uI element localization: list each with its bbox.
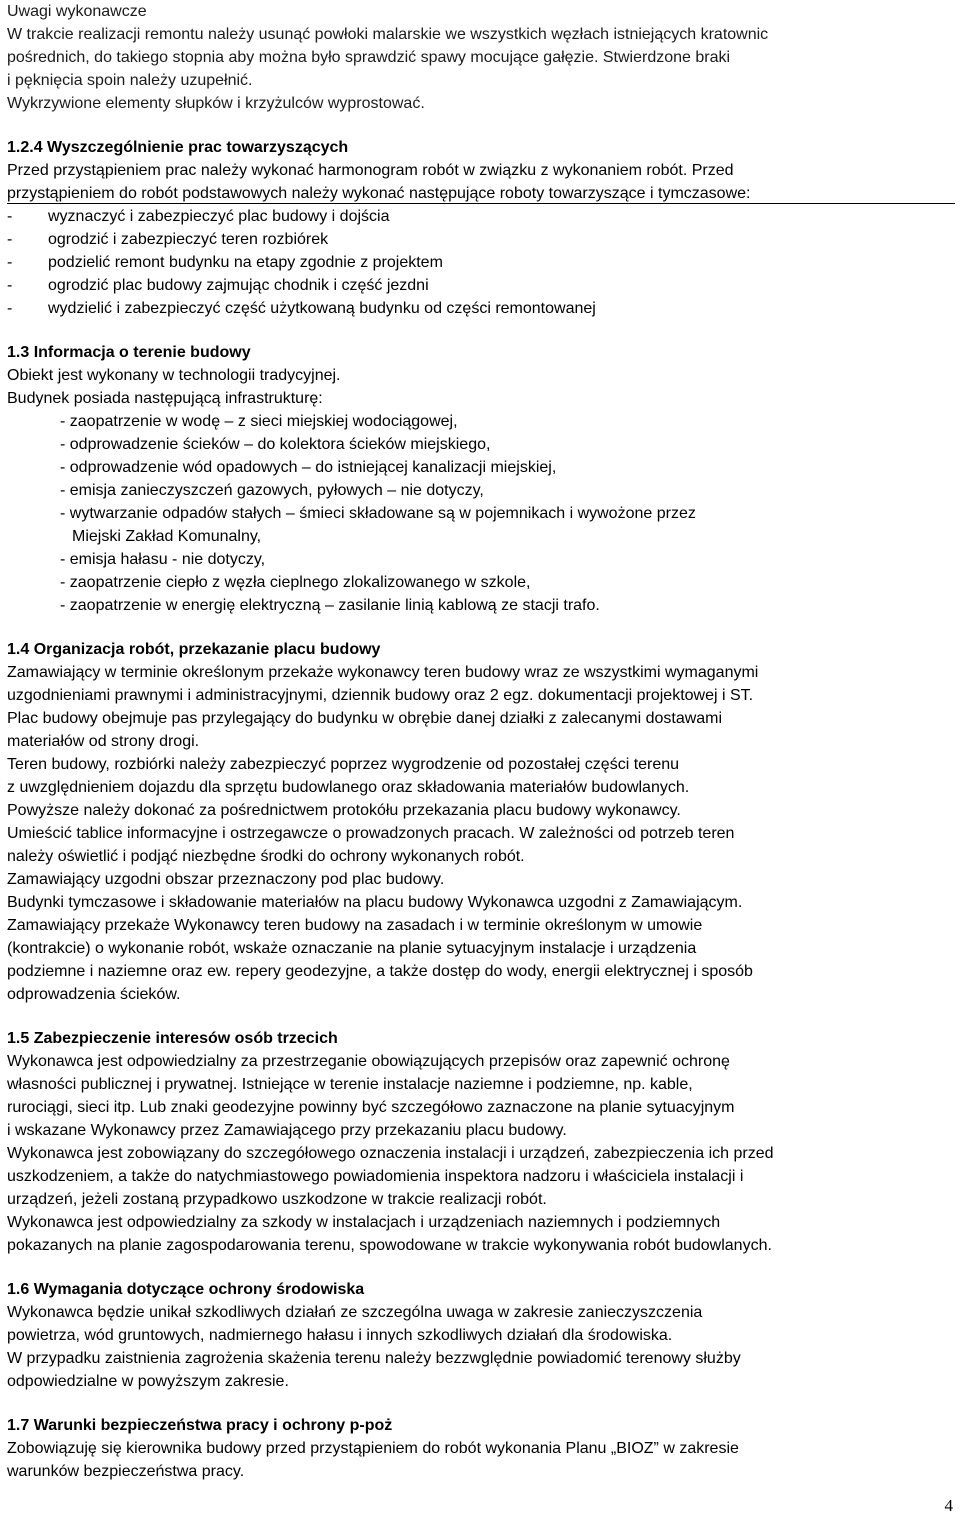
list-item: podzielić remont budynku na etapy zgodnie z projektem [48,254,443,271]
body-line: urządzeń, jeżeli zostaną przypadkowo uszkodzone w trakcie realizacji robót. [7,1191,547,1208]
body-line: i wskazane Wykonawcy przez Zamawiającego przy przekazaniu placu budowy. [7,1122,567,1139]
list-item: - zaopatrzenie w energię elektryczną – zasilanie linią kablową ze stacji trafo. [60,597,600,614]
body-line: odprowadzenia ścieków. [7,986,181,1003]
section-title: Uwagi wykonawcze [7,3,147,20]
body-line: podziemne i naziemne oraz ew. repery geodezyjne, a także dostęp do wody, energii elektrycznej i sposób [7,963,753,980]
body-line: Umieścić tablice informacyjne i ostrzegawcze o prowadzonych pracach. W zależności od potrzeb teren [7,825,735,842]
list-item: ogrodzić i zabezpieczyć teren rozbiórek [48,231,329,248]
section-heading: 1.4 Organizacja robót, przekazanie placu budowy [7,641,381,658]
body-line: rurociągi, sieci itp. Lub znaki geodezyjne powinny być szczegółowo zaznaczone na planie sytuacyjnym [7,1099,735,1116]
body-line: W trakcie realizacji remontu należy usunąć powłoki malarskie we wszystkich węzłach istniejących kratownic [7,26,769,43]
body-line: należy oświetlić i podjąć niezbędne środki do ochrony wykonanych robót. [7,848,525,865]
body-line: uszkodzeniem, a także do natychmiastowego powiadomienia inspektora nadzoru i właściciela instalacji i [7,1168,744,1185]
list-bullet: - [7,208,13,225]
list-item: - emisja hałasu - nie dotyczy, [60,551,266,568]
body-line: Plac budowy obejmuje pas przylegający do budynku w obrębie danej działki z zalecanymi dostawami [7,710,723,727]
section-heading: 1.5 Zabezpieczenie interesów osób trzecich [7,1030,338,1047]
body-line: W przypadku zaistnienia zagrożenia skażenia terenu należy bezzwględnie powiadomić terenowy służby [7,1350,741,1367]
body-line: Wykonawca jest odpowiedzialny za szkody w instalacjach i urządzeniach naziemnych i podziemnych [7,1214,721,1231]
section-heading: 1.3 Informacja o terenie budowy [7,344,251,361]
section-heading: 1.2.4 Wyszczególnienie prac towarzyszących [7,139,349,156]
list-item: - odprowadzenie wód opadowych – do istniejącej kanalizacji miejskiej, [60,459,557,476]
list-item: - zaopatrzenie ciepło z węzła cieplnego zlokalizowanego w szkole, [60,574,531,591]
body-line: Zamawiający w terminie określonym przekaże wykonawcy teren budowy wraz ze wszystkimi wymaganymi [7,664,759,681]
list-item: wydzielić i zabezpieczyć część użytkowaną budynku od części remontowanej [48,300,596,317]
body-line: Wykonawca będzie unikał szkodliwych działań ze szczególna uwaga w zakresie zanieczyszczenia [7,1304,703,1321]
body-line: przystąpieniem do robót podstawowych należy wykonać następujące roboty towarzyszące i tymczasowe: [7,185,751,202]
list-bullet: - [7,277,13,294]
list-bullet: - [7,300,13,317]
horizontal-rule [7,203,955,204]
list-item-continuation: Miejski Zakład Komunalny, [72,528,262,545]
page-number: 4 [944,1496,953,1515]
list-item: ogrodzić plac budowy zajmując chodnik i część jezdni [48,277,429,294]
list-item: wyznaczyć i zabezpieczyć plac budowy i dojścia [48,208,390,225]
body-line: Zamawiający uzgodni obszar przeznaczony pod plac budowy. [7,871,445,888]
section-heading: 1.7 Warunki bezpieczeństwa pracy i ochrony p-poż [7,1417,393,1434]
body-line: pokazanych na planie zagospodarowania terenu, spowodowane w trakcie wykonywania robót budowlanych. [7,1237,772,1254]
list-item: - odprowadzenie ścieków – do kolektora ścieków miejskiego, [60,436,491,453]
body-line: Teren budowy, rozbiórki należy zabezpieczyć poprzez wygrodzenie od pozostałej części terenu [7,756,680,773]
body-line: Budynek posiada następującą infrastrukturę: [7,390,323,407]
body-line: Przed przystąpieniem prac należy wykonać harmonogram robót w związku z wykonaniem robót. Przed [7,162,734,179]
body-line: Obiekt jest wykonany w technologii tradycyjnej. [7,367,341,384]
body-line: Wykrzywione elementy słupków i krzyżulców wyprostować. [7,95,425,112]
body-line: Wykonawca jest odpowiedzialny za przestrzeganie obowiązujących przepisów oraz zapewnić ochronę [7,1053,730,1070]
list-bullet: - [7,254,13,271]
body-line: Budynki tymczasowe i składowanie materiałów na placu budowy Wykonawca uzgodni z Zamawiającym. [7,894,743,911]
section-heading: 1.6 Wymagania dotyczące ochrony środowiska [7,1281,365,1298]
body-line: własności publicznej i prywatnej. Istniejące w terenie instalacje naziemne i podziemne, np. kable, [7,1076,693,1093]
list-item: - zaopatrzenie w wodę – z sieci miejskiej wodociągowej, [60,413,458,430]
body-line: Zamawiający przekaże Wykonawcy teren budowy na zasadach i w terminie określonym w umowie [7,917,703,934]
body-line: Zobowiązuję się kierownika budowy przed przystąpieniem do robót wykonania Planu „BIOZ” w zakresie [7,1440,739,1457]
body-line: uzgodnieniami prawnymi i administracyjnymi, dziennik budowy oraz 2 egz. dokumentacji projektowej i ST. [7,687,754,704]
body-line: Wykonawca jest zobowiązany do szczegółowego oznaczenia instalacji i urządzeń, zabezpieczenia ich przed [7,1145,774,1162]
body-line: warunków bezpieczeństwa pracy. [7,1463,245,1480]
body-line: z uwzględnieniem dojazdu dla sprzętu budowlanego oraz składowania materiałów budowlanych. [7,779,690,796]
body-line: materiałów od strony drogi. [7,733,200,750]
body-line: pośrednich, do takiego stopnia aby można było sprawdzić spawy mocujące gałęzie. Stwierdzone braki [7,49,731,66]
list-item: - wytwarzanie odpadów stałych – śmieci składowane są w pojemnikach i wywożone przez [60,505,696,522]
list-item: - emisja zanieczyszczeń gazowych, pyłowych – nie dotyczy, [60,482,484,499]
body-line: Powyższe należy dokonać za pośrednictwem protokółu przekazania placu budowy wykonawcy. [7,802,681,819]
body-line: powietrza, wód gruntowych, nadmiernego hałasu i innych szkodliwych działań dla środowiska. [7,1327,673,1344]
body-line: odpowiedzialne w powyższym zakresie. [7,1373,289,1390]
list-bullet: - [7,231,13,248]
body-line: (kontrakcie) o wykonanie robót, wskaże oznaczanie na planie sytuacyjnym instalacje i urządzenia [7,940,697,957]
body-line: i pęknięcia spoin należy uzupełnić. [7,72,253,89]
